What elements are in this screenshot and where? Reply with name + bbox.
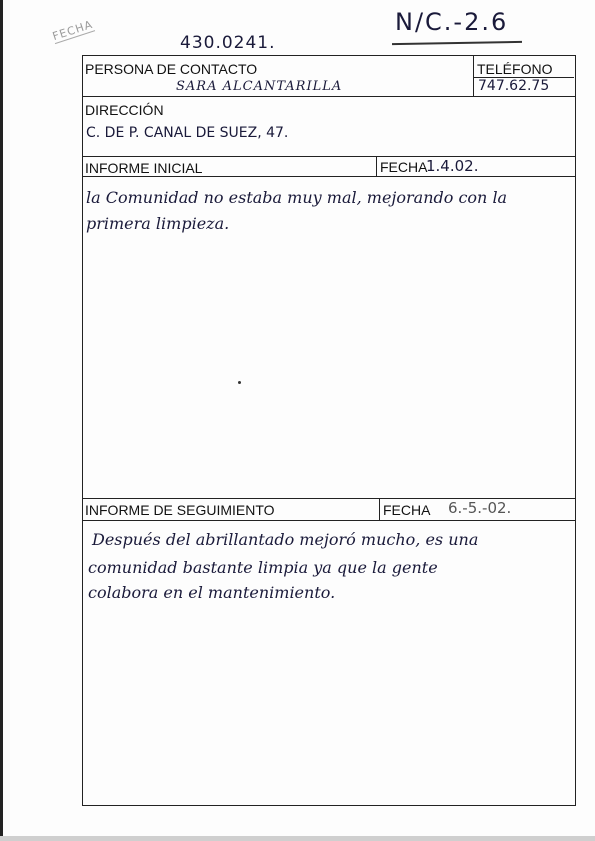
initial-date-value: 1.4.02. bbox=[426, 157, 479, 175]
followup-report-text-line3: colabora en el mantenimiento. bbox=[88, 583, 336, 602]
initial-date-label: FECHA bbox=[380, 159, 428, 175]
row-divider-2 bbox=[82, 156, 575, 157]
contact-person-value: SARA ALCANTARILLA bbox=[176, 79, 343, 94]
phone-value: 747.62.75 bbox=[478, 78, 550, 94]
followup-report-label: INFORME DE SEGUIMIENTO bbox=[85, 502, 275, 518]
followup-header-underline bbox=[82, 520, 575, 521]
reference-underline bbox=[392, 41, 522, 45]
initial-date-divider bbox=[376, 156, 377, 176]
phone-divider bbox=[473, 56, 474, 96]
initial-report-text-line2: primera limpieza. bbox=[86, 214, 230, 233]
contact-person-label: PERSONA DE CONTACTO bbox=[85, 61, 258, 77]
file-number: 430.0241. bbox=[180, 33, 276, 53]
followup-date-divider bbox=[379, 498, 380, 520]
followup-report-text-line2: comunidad bastante limpia ya que la gente bbox=[88, 558, 438, 577]
initial-report-label: INFORME INICIAL bbox=[85, 160, 203, 176]
followup-date-label: FECHA bbox=[383, 502, 431, 518]
address-value: C. DE P. CANAL DE SUEZ, 47. bbox=[86, 125, 289, 141]
phone-label: TELÉFONO bbox=[477, 61, 553, 77]
scan-left-edge bbox=[0, 0, 3, 841]
reference-code: N/C.-2.6 bbox=[395, 8, 509, 36]
scan-bottom-edge bbox=[0, 836, 595, 841]
followup-date-value: 6.-5.-02. bbox=[448, 499, 512, 517]
address-label: DIRECCIÓN bbox=[85, 102, 164, 118]
followup-report-text-line1: Después del abrillantado mejoró mucho, es una bbox=[92, 530, 479, 549]
row-divider-1 bbox=[82, 96, 575, 97]
speck bbox=[238, 381, 241, 384]
faint-stamp: FECHA bbox=[50, 17, 95, 44]
initial-header-underline bbox=[82, 176, 575, 177]
initial-report-text-line1: la Comunidad no estaba muy mal, mejorando con la bbox=[86, 188, 508, 207]
